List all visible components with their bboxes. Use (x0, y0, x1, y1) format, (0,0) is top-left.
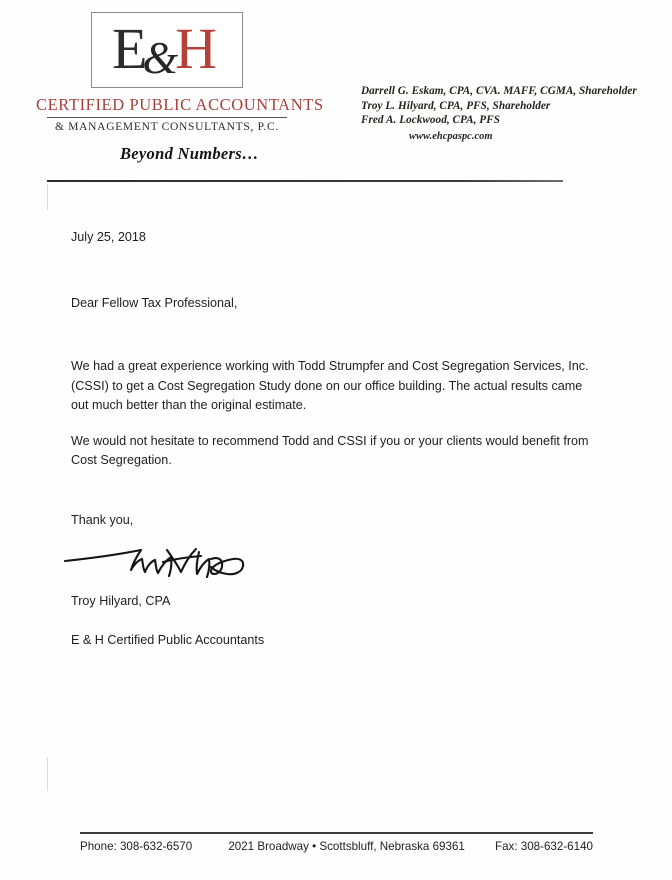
firm-name-divider (47, 117, 287, 118)
logo-monogram (92, 15, 242, 83)
letter-body (71, 228, 591, 650)
shareholder-name: Troy L. Hilyard, CPA, PFS, Shareholder (361, 99, 551, 112)
shareholder-list (361, 84, 637, 144)
letter-closing: Thank you, (71, 512, 134, 527)
shareholder-name: Darrell G. Eskam, CPA, CVA. MAFF, CGMA, Shareholder (361, 85, 637, 97)
letterhead-divider (47, 180, 563, 182)
letterhead (0, 0, 672, 196)
firm-logo (36, 12, 324, 133)
logo-box (91, 12, 243, 88)
footer-address: 2021 Broadway • Scottsbluff, Nebraska 69361 (228, 840, 465, 853)
firm-name-secondary: & MANAGEMENT CONSULTANTS, P.C. (55, 121, 279, 133)
letter-date: July 25, 2018 (71, 230, 146, 244)
firm-name-primary: CERTIFIED PUBLIC ACCOUNTANTS (36, 95, 324, 114)
firm-website[interactable]: www.ehcpaspc.com (409, 130, 493, 142)
letter-paragraph: We would not hesitate to recommend Todd and CSSI if you or your clients would benefit from Cost Segregation. (71, 433, 589, 467)
shareholder-name: Fred A. Lockwood, CPA, PFS (361, 114, 500, 127)
logo-letter-h: H (175, 15, 217, 81)
firm-tagline: Beyond Numbers… (120, 144, 259, 163)
scan-artifact (47, 184, 48, 210)
footer-fax: Fax: 308-632-6140 (495, 840, 593, 853)
footer-phone: Phone: 308-632-6570 (80, 840, 193, 853)
signature-icon (63, 536, 263, 592)
signer-name: Troy Hilyard, CPA (71, 594, 171, 608)
handwritten-signature (71, 536, 591, 592)
signer-organization: E & H Certified Public Accountants (71, 632, 265, 647)
letter-salutation: Dear Fellow Tax Professional, (71, 295, 238, 310)
scan-artifact (47, 757, 48, 791)
footer (80, 840, 593, 853)
logo-letter-e: E (111, 15, 147, 81)
footer-divider (80, 832, 593, 834)
logo-ampersand-icon: & (142, 31, 178, 83)
letter-paragraph: We had a great experience working with Todd Strumpfer and Cost Segregation Services, Inc. (CSSI) to get a Cost Segregation Study done on our office building. The actual results came out much better than the original estimate. (71, 359, 589, 412)
